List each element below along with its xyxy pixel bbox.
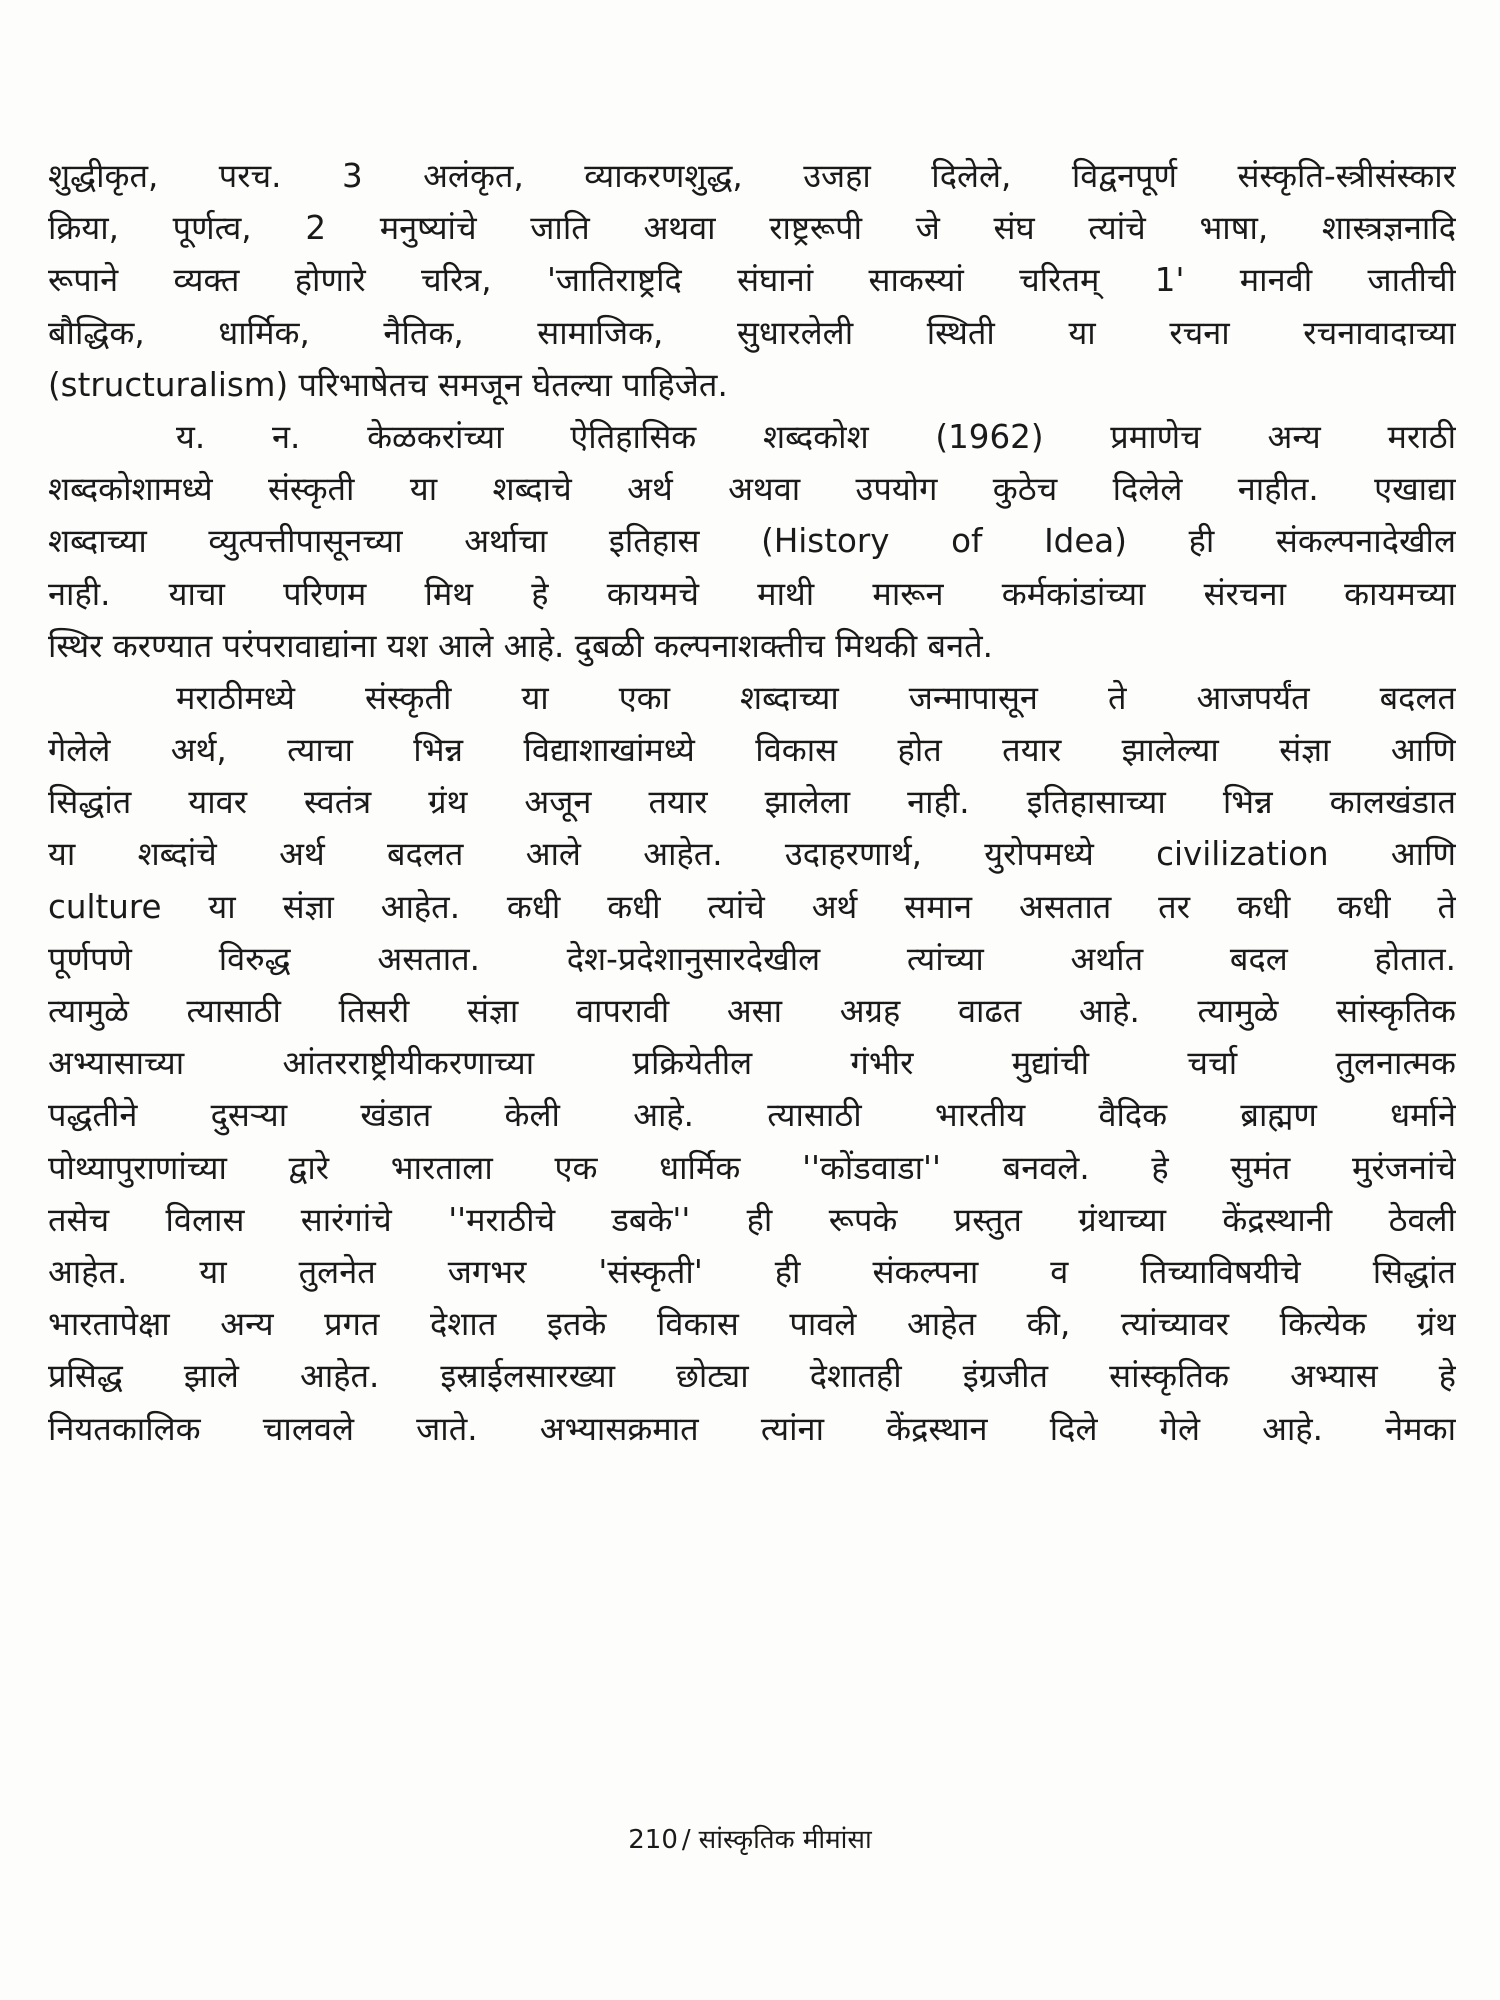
text-line: नियतकालिक चालवले जाते. अभ्यासक्रमात त्यांना केंद्रस्थान दिले गेले आहे. नेमका [48,1409,1456,1448]
text-line: पूर्णपणे विरुद्ध असतात. देश-प्रदेशानुसारदेखील त्यांच्या अर्थात बदल होतात. [48,939,1456,978]
book-title: सांस्कृतिक मीमांसा [698,1825,872,1855]
page-number: 210 [628,1825,678,1855]
text-line: गेलेले अर्थ, त्याचा भिन्न विद्याशाखांमध्ये विकास होत तयार झालेल्या संज्ञा आणि [48,731,1456,770]
text-line: शुद्धीकृत, परच. 3 अलंकृत, व्याकरणशुद्ध, उजहा दिलेले, विद्वनपूर्ण संस्कृति-स्त्रीसंस्कार [48,157,1456,195]
text-line: तसेच विलास सारंगांचे ''मराठीचे डबके'' ही रूपके प्रस्तुत ग्रंथाच्या केंद्रस्थानी ठेवली [48,1200,1456,1239]
text-line: बौद्धिक, धार्मिक, नैतिक, सामाजिक, सुधारलेली स्थिती या रचना रचनावादाच्या [48,313,1456,352]
paragraph-2 [48,411,1456,672]
body-text [48,150,1456,1455]
text-line: नाही. याचा परिणम मिथ हे कायमचे माथी मारून कर्मकांडांच्या संरचना कायमच्या [48,574,1456,613]
text-line: आहेत. या तुलनेत जगभर 'संस्कृती' ही संकल्पना व तिच्याविषयीचे सिद्धांत [48,1252,1456,1291]
text-line: त्यामुळे त्यासाठी तिसरी संज्ञा वापरावी असा अग्रह वाढत आहे. त्यामुळे सांस्कृतिक [48,992,1456,1030]
text-line: पद्धतीने दुसऱ्या खंडात केली आहे. त्यासाठी भारतीय वैदिक ब्राह्मण धर्माने [48,1096,1456,1135]
text-line: भारतापेक्षा अन्य प्रगत देशात इतके विकास पावले आहेत की, त्यांच्यावर कित्येक ग्रंथ [48,1305,1456,1344]
text-line: culture या संज्ञा आहेत. कधी कधी त्यांचे अर्थ समान असतात तर कधी कधी ते [48,887,1456,926]
text-line: (structuralism) परिभाषेतच समजून घेतल्या पाहिजेत. [48,365,728,404]
paragraph-3 [48,672,1456,1455]
text-line: पोथ्यापुराणांच्या द्वारे भारताला एक धार्मिक ''कोंडवाडा'' बनवले. हे सुमंत मुरंजनांचे [48,1148,1456,1187]
text-line: रूपाने व्यक्त होणारे चरित्र, 'जातिराष्ट्रदि संघानां साकस्यां चरितम् 1' मानवी जातीची [48,261,1456,300]
text-line: प्रसिद्ध झाले आहेत. इस्राईलसारख्या छोट्या देशातही इंग्रजीत सांस्कृतिक अभ्यास हे [48,1357,1456,1396]
paragraph-1 [48,150,1456,411]
text-line: अभ्यासाच्या आंतरराष्ट्रीयीकरणाच्या प्रक्रियेतील गंभीर मुद्यांची चर्चा तुलनात्मक [48,1044,1456,1083]
text-line: स्थिर करण्यात परंपरावाद्यांना यश आले आहे. दुबळी कल्पनाशक्तीच मिथकी बनते. [48,626,993,665]
footer-separator: / [681,1825,691,1855]
text-line: मराठीमध्ये संस्कृती या एका शब्दाच्या जन्मापासून ते आजपर्यंत बदलत [176,678,1456,717]
text-line: शब्दकोशामध्ये संस्कृती या शब्दाचे अर्थ अथवा उपयोग कुठेच दिलेले नाहीत. एखाद्या [48,470,1456,509]
text-line: सिद्धांत यावर स्वतंत्र ग्रंथ अजून तयार झालेला नाही. इतिहासाच्या भिन्न कालखंडात [48,783,1456,822]
text-line: क्रिया, पूर्णत्व, 2 मनुष्यांचे जाति अथवा राष्ट्ररूपी जे संघ त्यांचे भाषा, शास्त्रज्ञनादि [48,209,1456,248]
text-line: या शब्दांचे अर्थ बदलत आले आहेत. उदाहरणार्थ, युरोपमध्ये civilization आणि [48,835,1456,874]
text-line: शब्दाच्या व्युत्पत्तीपासूनच्या अर्थाचा इतिहास (History of Idea) ही संकल्पनादेखील [48,522,1456,561]
text-line: य. न. केळकरांच्या ऐतिहासिक शब्दकोश (1962) प्रमाणेच अन्य मराठी [176,417,1456,456]
page-footer [0,1820,1500,1856]
